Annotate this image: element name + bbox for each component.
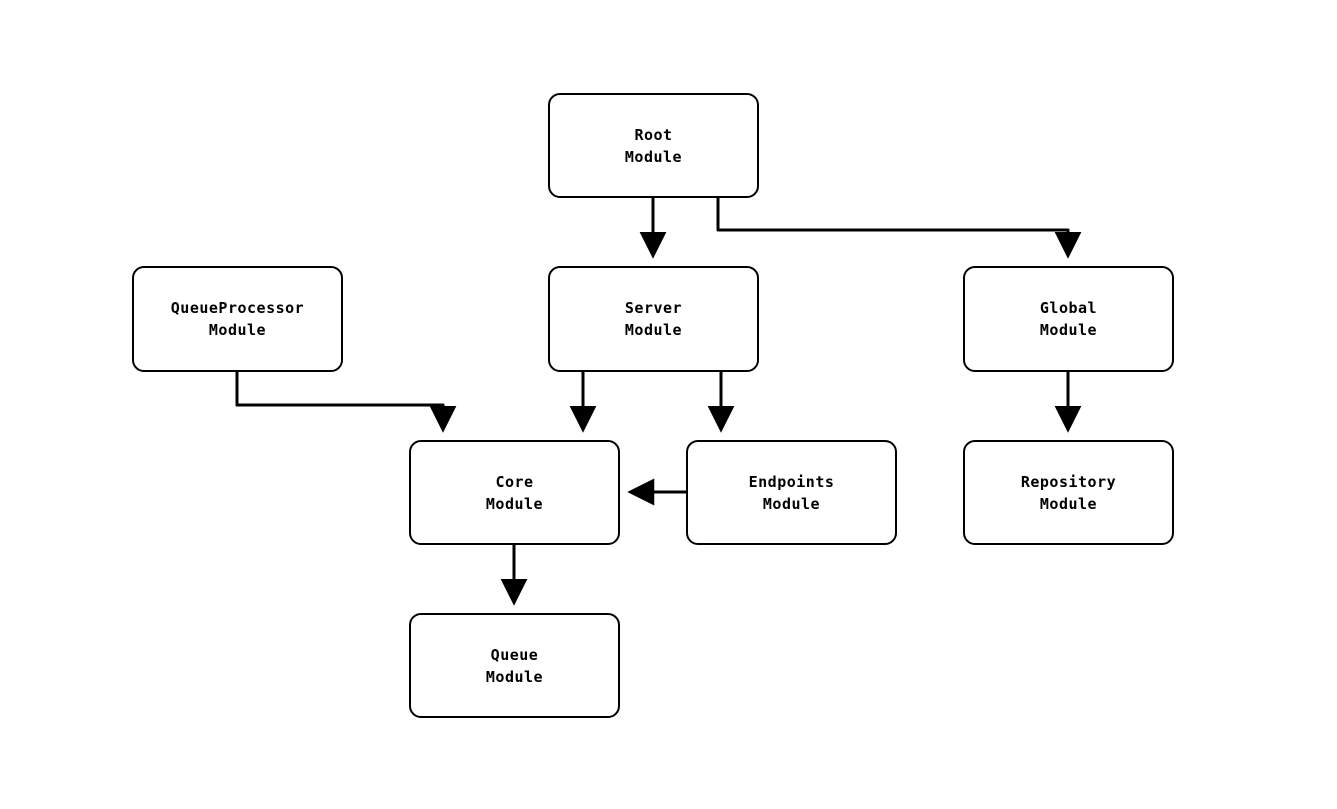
node-root[interactable] — [548, 93, 759, 198]
node-repository-line1: Repository — [1020, 472, 1117, 491]
node-core-line2: Module — [485, 494, 544, 513]
node-repository-line2: Module — [1039, 494, 1098, 513]
node-server[interactable] — [548, 266, 759, 372]
node-queueprocessor-line1: QueueProcessor — [170, 299, 305, 317]
node-server-line2: Module — [624, 321, 683, 339]
node-queueprocessor[interactable] — [132, 266, 343, 372]
edge-root-global — [718, 198, 1068, 252]
node-root-line2: Module — [624, 147, 683, 166]
node-global-line1: Global — [1039, 299, 1098, 317]
node-global-line2: Module — [1039, 321, 1098, 339]
node-queue-line2: Module — [485, 667, 544, 686]
node-server-line1: Server — [624, 299, 683, 317]
node-queue-line1: Queue — [490, 645, 539, 664]
node-repository[interactable] — [963, 440, 1174, 545]
node-endpoints[interactable] — [686, 440, 897, 545]
node-core-line1: Core — [495, 472, 534, 491]
node-queue[interactable] — [409, 613, 620, 718]
node-global[interactable] — [963, 266, 1174, 372]
node-endpoints-line1: Endpoints — [748, 472, 835, 491]
node-endpoints-line2: Module — [762, 494, 821, 513]
node-core[interactable] — [409, 440, 620, 545]
edge-queueprocessor-core — [237, 372, 443, 426]
node-queueprocessor-line2: Module — [208, 321, 267, 339]
node-root-line1: Root — [634, 125, 673, 144]
